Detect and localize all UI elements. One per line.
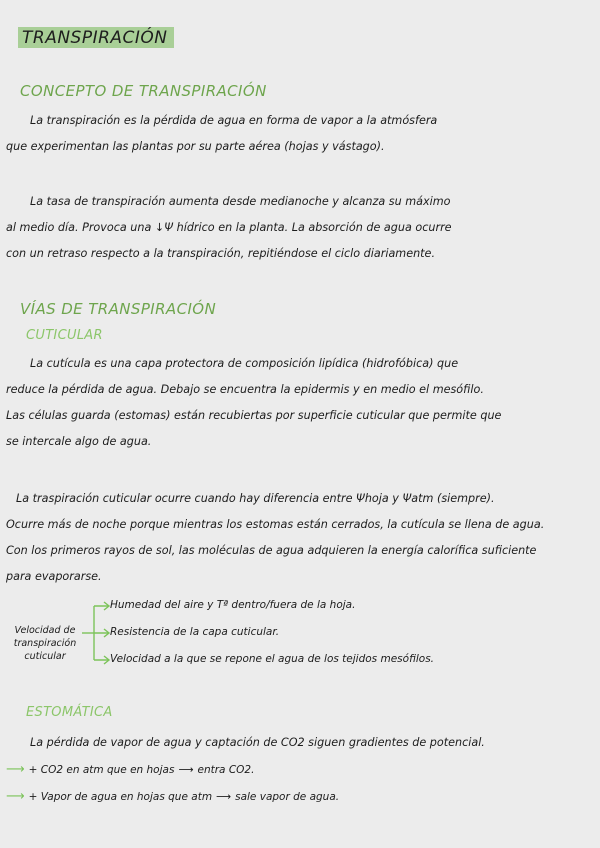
branch-arrows-icon xyxy=(82,596,112,668)
text-line: La pérdida de vapor de agua y captación de CO2 siguen gradientes de potencial. xyxy=(30,736,485,749)
black-arrow-icon: ⟶ xyxy=(178,763,194,776)
bullet-vapor xyxy=(6,789,339,804)
bullet-left-text: + CO2 en atm que en hojas xyxy=(28,763,175,776)
text-line: al medio día. Provoca una ↓Ψ hídrico en la planta. La absorción de agua ocurre xyxy=(6,221,452,234)
text-line: con un retraso respecto a la transpiración, repitiéndose el ciclo diariamente. xyxy=(6,247,435,260)
bullet-right-text: sale vapor de agua. xyxy=(235,790,340,803)
stomatal-paragraph xyxy=(6,730,594,756)
green-arrow-icon: ⟶ xyxy=(6,789,25,804)
diagram-item-humidity: Humedad del aire y Tª dentro/fuera de la hoja. xyxy=(110,599,356,611)
page-title: TRANSPIRACIÓN xyxy=(18,27,174,48)
diagram-item-resistance: Resistencia de la capa cuticular. xyxy=(110,626,280,638)
text-line: Las células guarda (estomas) están recubiertas por superficie cuticular que permite que xyxy=(6,409,502,422)
bullet-co2 xyxy=(6,762,254,777)
text-line: Con los primeros rayos de sol, las moléculas de agua adquieren la energía calorífica suficiente xyxy=(6,544,537,557)
cuticular-subheading: CUTICULAR xyxy=(26,328,103,343)
bullet-right-text: entra CO2. xyxy=(197,763,255,776)
concept-paragraph-2 xyxy=(6,189,594,267)
concept-paragraph-1 xyxy=(6,108,594,160)
diagram-label: Velocidad de transpiración cuticular xyxy=(13,625,77,662)
concept-heading: CONCEPTO DE TRANSPIRACIÓN xyxy=(20,82,267,100)
black-arrow-icon: ⟶ xyxy=(216,790,232,803)
text-line: que experimentan las plantas por su parte aérea (hojas y vástago). xyxy=(6,140,385,153)
text-line: se intercale algo de agua. xyxy=(6,435,152,448)
bullet-left-text: + Vapor de agua en hojas que atm xyxy=(28,790,213,803)
text-line: La cutícula es una capa protectora de composición lipídica (hidrofóbica) que xyxy=(30,357,459,370)
green-arrow-icon: ⟶ xyxy=(6,762,25,777)
cuticular-paragraph-1 xyxy=(6,351,594,455)
text-line: Ocurre más de noche porque mientras los estomas están cerrados, la cutícula se llena de agua. xyxy=(6,518,545,531)
text-line: para evaporarse. xyxy=(6,570,102,583)
diagram-item-water-velocity: Velocidad a la que se repone el agua de los tejidos mesófilos. xyxy=(110,653,435,665)
stomatal-subheading: ESTOMÁTICA xyxy=(26,705,113,720)
text-line: La traspiración cuticular ocurre cuando hay diferencia entre Ψhoja y Ψatm (siempre). xyxy=(16,492,495,505)
cuticular-paragraph-2 xyxy=(6,486,594,590)
text-line: La transpiración es la pérdida de agua en forma de vapor a la atmósfera xyxy=(30,114,438,127)
text-line: reduce la pérdida de agua. Debajo se encuentra la epidermis y en medio el mesófilo. xyxy=(6,383,484,396)
cuticular-rate-diagram xyxy=(6,596,594,676)
title-block xyxy=(18,27,174,48)
text-line: La tasa de transpiración aumenta desde medianoche y alcanza su máximo xyxy=(30,195,451,208)
routes-heading: VÍAS DE TRANSPIRACIÓN xyxy=(20,300,217,318)
